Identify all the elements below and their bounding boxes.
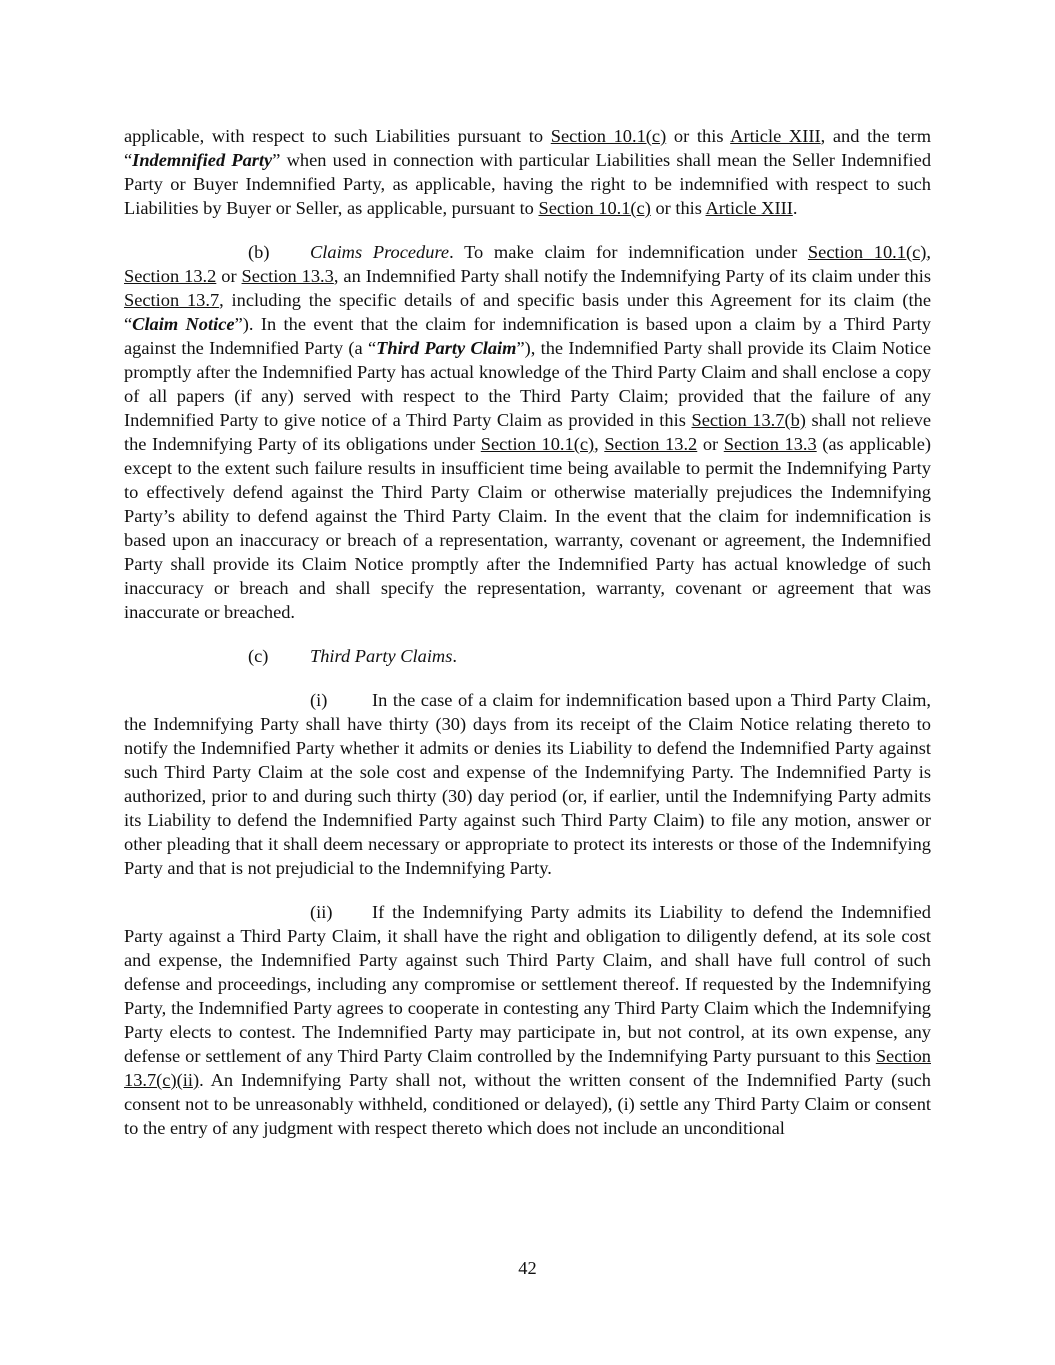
text: ,: [594, 434, 605, 454]
section-reference: Section 13.2: [604, 434, 698, 454]
text: or: [697, 434, 724, 454]
paragraph-subclause-ii: [124, 900, 931, 1140]
paragraph-subclause-i: [124, 688, 931, 880]
section-reference: Section 13.7(c)(ii): [124, 1046, 931, 1090]
text: ,: [926, 242, 931, 262]
text: If the Indemnifying Party admits its Liability to defend the Indemnified Party against a Third Party Claim, it shall have the right and obligation to diligently defend, at its sole cost and expense, the Indemnified Party against such Third Party Claim, and shall have full control of such defense and proceedings, including any compromise or settlement thereof. If requested by the Indemnifying Party, the Indemnified Party agrees to cooperate in contesting any Third Party Claim which the Indemnifying Party elects to contest. The Indemnified Party may participate in, but not control, at its own expense, any defense or settlement of any Third Party Claim controlled by the Indemnifying Party pursuant to this: [124, 902, 931, 1066]
text: , an Indemnified Party shall notify the Indemnifying Party of its claim under this: [333, 266, 931, 286]
text: . An Indemnifying Party shall not, without the written consent of the Indemnified Party (such consent not to be unreasonably withheld, conditioned or delayed), (i) settle any Third Party Claim or consent to the entry of any judgment with respect thereto which does not include an unconditional: [124, 1070, 931, 1138]
article-reference: Article XIII: [705, 198, 793, 218]
paragraph-claims-procedure: [124, 240, 931, 624]
paragraph-continuation: [124, 124, 931, 220]
defined-term: Indemnified Party: [132, 150, 273, 170]
section-reference: Section 13.2: [124, 266, 217, 286]
text: ” when used in connection with particular Liabilities shall mean the Seller Indemnified Party or Buyer Indemnified Party, as applicable, having the right to be indemnified with respect to such Liabilities by Buyer or Seller, as applicable, pursuant to: [124, 150, 932, 218]
article-reference: Article XIII: [730, 126, 821, 146]
text: applicable, with respect to such Liabilities pursuant to: [124, 126, 551, 146]
text: or: [216, 266, 242, 286]
text: or this: [666, 126, 731, 146]
section-reference: Section 13.7: [124, 290, 220, 310]
clause-heading: Claims Procedure: [310, 242, 450, 262]
paragraph-third-party-claims-heading: [248, 644, 931, 668]
text: shall not relieve the Indemnifying Party of its obligations under: [124, 410, 931, 454]
text: , and the term “: [124, 126, 932, 170]
subclause-label: (ii): [310, 902, 333, 922]
defined-term: Claim Notice: [132, 314, 235, 334]
section-reference: Section 10.1(c): [807, 242, 927, 262]
document-page: [124, 124, 931, 1140]
section-reference: Section 13.3: [241, 266, 334, 286]
section-reference: Section 10.1(c): [550, 126, 667, 146]
text: (as applicable) except to the extent such failure results in insufficient time being available to permit the Indemnifying Party to effectively defend against the Third Party Claim or otherwise materially prejudices the Indemnifying Party’s ability to defend against the Third Party Claim. In the event that the claim for indemnification is based upon an inaccuracy or breach of a representation, warranty, covenant or agreement, the Indemnified Party shall provide its Claim Notice promptly after the Indemnified Party has actual knowledge of such inaccuracy or breach and shall specify the representation, warranty, covenant or agreement that was inaccurate or breached.: [124, 434, 931, 622]
text: , including the specific details of and specific basis under this Agreement for its claim (the “: [124, 290, 931, 334]
section-reference: Section 13.7(b): [691, 410, 806, 430]
defined-term: Third Party Claim: [376, 338, 517, 358]
text: ”). In the event that the claim for indemnification is based upon a claim by a Third Party against the Indemnified Party (a “: [124, 314, 931, 358]
clause-label: (b): [248, 242, 270, 262]
page-number: 42: [518, 1258, 537, 1278]
text: ”), the Indemnified Party shall provide its Claim Notice promptly after the Indemnified Party has actual knowledge of the Third Party Claim and shall enclose a copy of all papers (if any) served with respect to the Third Party Claim; provided that the failure of any Indemnified Party to give notice of a Third Party Claim as provided in this: [124, 338, 931, 430]
text: .: [452, 646, 457, 666]
clause-heading: Third Party Claims: [310, 646, 453, 666]
section-reference: Section 10.1(c): [480, 434, 595, 454]
section-reference: Section 13.3: [723, 434, 817, 454]
text: . To make claim for indemnification under: [449, 242, 808, 262]
text: or this: [650, 198, 706, 218]
clause-label: (c): [248, 646, 269, 666]
text: In the case of a claim for indemnification based upon a Third Party Claim, the Indemnifying Party shall have thirty (30) days from its receipt of the Claim Notice relating thereto to notify the Indemnified Party whether it admits or denies its Liability to defend the Indemnified Party against such Third Party Claim at the sole cost and expense of the Indemnifying Party. The Indemnified Party is authorized, prior to and during such thirty (30) day period (or, if earlier, until the Indemnifying Party admits its Liability to defend the Indemnified Party against such Third Party Claim) to file any motion, answer or other pleading that it shall deem necessary or appropriate to protect its interests or those of the Indemnifying Party and that is not prejudicial to the Indemnifying Party.: [124, 690, 931, 878]
text: .: [792, 198, 798, 218]
subclause-label: (i): [310, 690, 328, 710]
section-reference: Section 10.1(c): [538, 198, 651, 218]
